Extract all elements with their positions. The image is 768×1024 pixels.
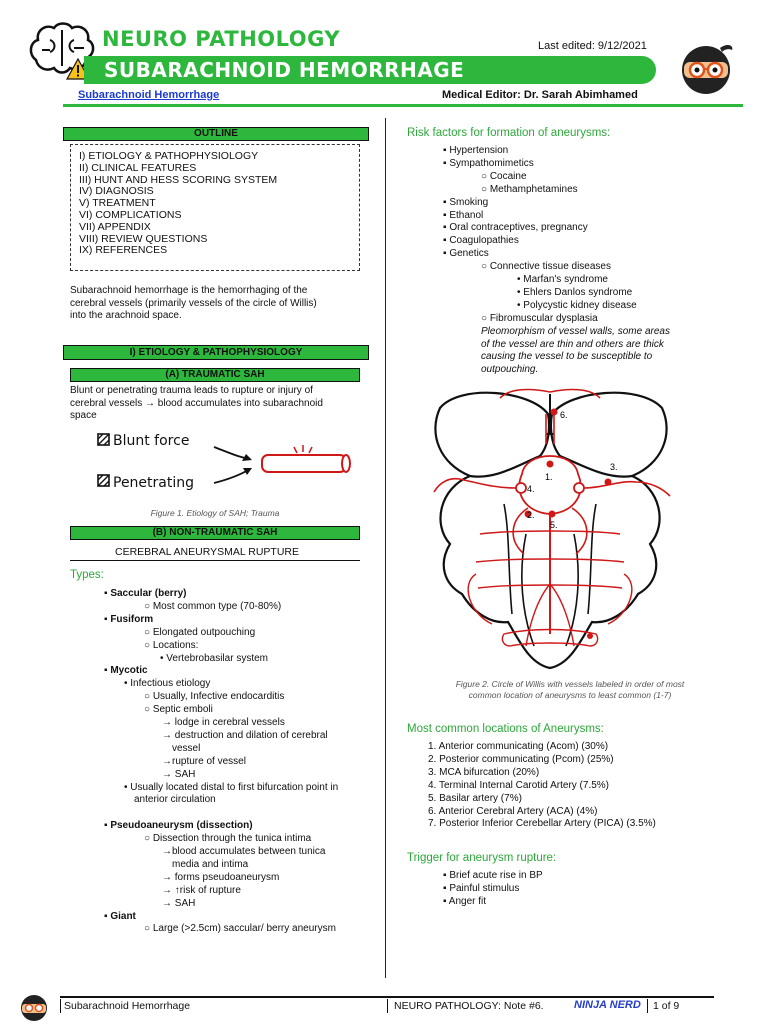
location-item: 6. Anterior Cerebral Artery (ACA) (4%): [428, 805, 598, 817]
circle-of-willis-diagram: [400, 384, 740, 678]
risk-factor-item: ▪ Hypertension: [443, 145, 509, 156]
location-item: 7. Posterior Inferior Cerebellar Artery (PICA) (3.5%): [428, 818, 656, 830]
blunt-force-label: Blunt force: [113, 433, 190, 449]
text-line: cerebral vessels (primarily vessels of the circle of Willis): [70, 297, 317, 309]
outline-item: VI) COMPLICATIONS: [79, 208, 182, 221]
risk-factor-item: ▪ Coagulopathies: [443, 235, 519, 247]
breadcrumb-link[interactable]: Subarachnoid Hemorrhage: [78, 89, 220, 101]
trigger-item: ▪ Brief acute rise in BP: [443, 870, 543, 881]
text-line: Pleomorphism of vessel walls, some areas: [481, 326, 670, 337]
type-list-item: → ↑risk of rupture: [162, 884, 241, 896]
willis-label-3: 3.: [610, 462, 618, 472]
ninja-mascot-icon: [676, 40, 736, 96]
type-list-item: ○ Septic emboli: [144, 704, 213, 716]
figure-2-caption: [400, 679, 740, 701]
outline-item: VII) APPENDIX: [79, 220, 151, 233]
locations-heading: Most common locations of Aneurysms:: [407, 723, 604, 735]
risk-factor-item: • Ehlers Danlos syndrome: [517, 286, 633, 298]
ninja-footer-icon: [14, 992, 54, 1022]
footer-divider: [60, 996, 714, 998]
willis-label-5: 5.: [550, 520, 558, 530]
types-heading: Types:: [70, 569, 104, 581]
outline-item: V) TREATMENT: [79, 197, 156, 210]
type-list-item: → lodge in cerebral vessels: [162, 717, 285, 728]
footer-separator: [647, 999, 648, 1013]
text-line: causing the vessel to be susceptible to: [481, 351, 653, 363]
willis-label-1: 1.: [545, 472, 553, 482]
text-line: space: [70, 410, 97, 422]
willis-label-6: 6.: [560, 410, 568, 420]
willis-label-4: 4.: [527, 484, 535, 494]
risk-factor-item: ○ Methamphetamines: [481, 183, 578, 195]
ninja-nerd-logo: NINJA NERD: [574, 999, 641, 1011]
type-list-item: ▪ Pseudoaneurysm (dissection): [104, 820, 253, 832]
intro-paragraph: [70, 285, 317, 323]
type-list-item: anterior circulation: [134, 794, 216, 806]
trigger-item: ▪ Anger fit: [443, 895, 487, 907]
section-etiology-heading: I) ETIOLOGY & PATHOPHYSIOLOGY: [63, 345, 369, 360]
text-line: Figure 2. Circle of Willis with vessels labeled in order of most: [455, 679, 685, 689]
penetrating-label: Penetrating: [113, 475, 195, 491]
location-item: 3. MCA bifurcation (20%): [428, 766, 540, 778]
risk-factor-item: ▪ Smoking: [443, 196, 489, 208]
text-line: Subarachnoid hemorrhage is the hemorrhaging of the: [70, 285, 308, 296]
type-list-item: ○ Usually, Infective endocarditis: [144, 691, 285, 703]
risk-factor-item: • Marfan's syndrome: [517, 274, 608, 285]
willis-label-2: 2.: [527, 510, 535, 520]
traumatic-paragraph: [70, 385, 323, 423]
trigger-item: ▪ Painful stimulus: [443, 882, 520, 894]
risk-factor-item: • Polycystic kidney disease: [517, 299, 637, 311]
outline-item: IX) REFERENCES: [79, 244, 168, 257]
type-list-item: ▪ Fusiform: [104, 613, 154, 625]
medical-editor: Medical Editor: Dr. Sarah Abimhamed: [442, 89, 638, 101]
text-line: common location of aneurysms to least common (1-7): [468, 690, 672, 700]
risk-factor-item: ▪ Oral contraceptives, pregnancy: [443, 222, 588, 234]
subheading-underline: [70, 560, 360, 561]
location-item: 2. Posterior communicating (Pcom) (25%): [428, 753, 614, 765]
trauma-figure: [90, 427, 360, 502]
type-list-item: → forms pseudoaneurysm: [162, 871, 280, 883]
type-list-item: ○ Dissection through the tunica intima: [144, 833, 312, 845]
outline-heading: OUTLINE: [63, 127, 369, 141]
triggers-heading: Trigger for aneurysm rupture:: [407, 852, 557, 864]
risk-factor-item: ▪ Genetics: [443, 248, 489, 260]
outline-item: IV) DIAGNOSIS: [79, 185, 154, 198]
risk-factors-heading: Risk factors for formation of aneurysms:: [407, 127, 611, 139]
risk-factor-item: ○ Cocaine: [481, 170, 527, 182]
type-list-item: →rupture of vessel: [162, 755, 246, 767]
type-list-item: ○ Elongated outpouching: [144, 626, 256, 638]
page-title: SUBARACHNOID HEMORRHAGE: [104, 58, 465, 82]
type-list-item: → SAH: [162, 897, 196, 909]
outline-box: [70, 144, 360, 271]
risk-factor-item: ○ Connective tissue diseases: [481, 261, 611, 273]
location-item: 1. Anterior communicating (Acom) (30%): [428, 741, 609, 752]
type-list-item: vessel: [172, 742, 201, 754]
type-list-item: ○ Most common type (70-80%): [144, 600, 282, 612]
location-item: 4. Terminal Internal Carotid Artery (7.5%): [428, 779, 610, 791]
text-line: Blunt or penetrating trauma leads to rupture or injury of: [70, 385, 313, 396]
last-edited: Last edited: 9/12/2021: [538, 40, 647, 52]
type-list-item: ▪ Giant: [104, 910, 136, 922]
type-list-item: • Usually located distal to first bifurcation point in: [124, 781, 339, 793]
figure-1-caption: Figure 1. Etiology of SAH; Trauma: [150, 508, 280, 518]
type-list-item: ▪ Mycotic: [104, 665, 148, 677]
header-divider: [63, 104, 743, 107]
traumatic-heading: (A) TRAUMATIC SAH: [70, 368, 360, 382]
text-line: of the vessel are thin and others are thick: [481, 338, 664, 350]
footer-topic: Subarachnoid Hemorrhage: [64, 1000, 191, 1012]
type-list-item: →blood accumulates between tunica: [162, 846, 326, 857]
outline-item: III) HUNT AND HESS SCORING SYSTEM: [79, 173, 278, 186]
risk-factor-item: ▪ Sympathomimetics: [443, 157, 534, 169]
outline-item: I) ETIOLOGY & PATHOPHYSIOLOGY: [79, 150, 259, 162]
category-title: NEURO PATHOLOGY: [102, 27, 341, 51]
type-list-item: media and intima: [172, 858, 249, 870]
type-list-item: ○ Large (>2.5cm) saccular/ berry aneurysm: [144, 923, 336, 935]
type-list-item: ○ Locations:: [144, 639, 199, 651]
text-line: into the arachnoid space.: [70, 310, 182, 322]
outline-item: VIII) REVIEW QUESTIONS: [79, 232, 208, 245]
text-line: cerebral vessels → blood accumulates into subarachnoid: [70, 397, 323, 409]
type-list-item: ▪ Saccular (berry): [104, 588, 187, 599]
nontraumatic-heading: (B) NON-TRAUMATIC SAH: [70, 526, 360, 540]
footer-separator: [60, 999, 61, 1013]
type-list-item: → destruction and dilation of cerebral: [162, 729, 328, 741]
outline-item: II) CLINICAL FEATURES: [79, 161, 197, 174]
page-number: 1 of 9: [653, 1000, 680, 1012]
text-line: outpouching.: [481, 363, 539, 375]
risk-factor-item: ▪ Ethanol: [443, 209, 484, 221]
pleomorphism-note: [481, 326, 670, 376]
outline-list: [79, 151, 351, 257]
footer-note: NEURO PATHOLOGY: Note #6.: [394, 1000, 544, 1012]
footer-separator: [387, 999, 388, 1013]
aneurysm-rupture-subheading: CEREBRAL ANEURYSMAL RUPTURE: [115, 546, 299, 558]
type-list-item: • Infectious etiology: [124, 678, 211, 690]
risk-factor-item: ○ Fibromuscular dysplasia: [481, 312, 598, 324]
type-list-item: → SAH: [162, 768, 196, 780]
type-list-item: • Vertebrobasilar system: [160, 652, 268, 664]
location-item: 5. Basilar artery (7%): [428, 792, 522, 804]
column-divider: [385, 118, 386, 978]
